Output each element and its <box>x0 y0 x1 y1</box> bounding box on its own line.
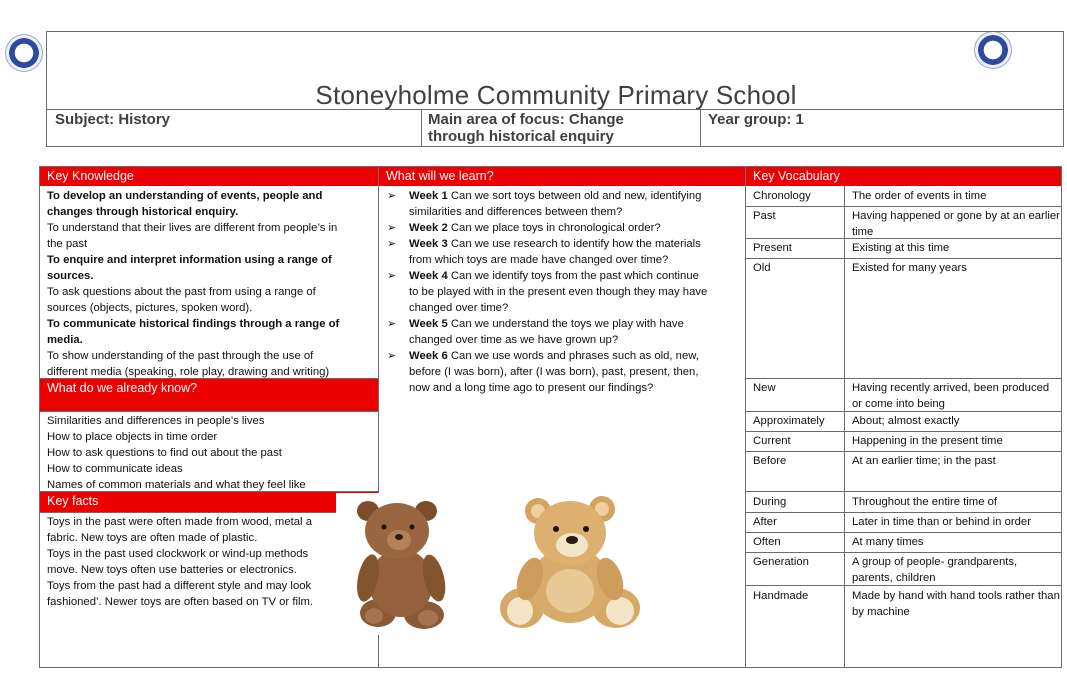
already-know-heading: What do we already know? <box>40 379 378 411</box>
vocab-definition: Happening in the present time <box>852 435 1003 447</box>
grid-right-rule <box>1061 166 1062 668</box>
week-text: Can we understand the toys we play with have <box>450 318 684 330</box>
vocab-definition: A group of people- grandparents, parents, children <box>852 556 1018 584</box>
week-label: Week 6 <box>409 350 448 362</box>
vocab-term: After <box>753 516 777 528</box>
vocab-term: Often <box>753 536 781 548</box>
school-name: Stoneyholme Community Primary School <box>315 80 797 110</box>
arrow-bullet-icon: ➢ <box>387 238 397 250</box>
vocab-definition: At many times <box>852 536 924 548</box>
school-crest-left-icon <box>6 35 42 71</box>
vocab-definition: Existed for many years <box>852 262 967 274</box>
knowledge-line: To show understanding of the past through the use of <box>47 350 314 362</box>
week-text: Can we identify toys from the past which continue <box>450 270 699 282</box>
year-group-label: Year group: 1 <box>708 111 804 128</box>
vocab-definition: Throughout the entire time of <box>852 496 998 508</box>
key-vocabulary-heading: Key Vocabulary <box>746 167 1061 186</box>
vocab-term: Old <box>753 262 771 274</box>
knowledge-item <box>47 284 377 316</box>
week-label: Week 1 <box>409 190 448 202</box>
vocab-row-rule <box>745 206 1062 207</box>
vocab-definition: At an earlier time; in the past <box>852 455 996 467</box>
key-fact-line: fashioned’. Newer toys are often based on TV or film. <box>47 596 314 608</box>
already-know-item: How to ask questions to find out about the past <box>47 447 282 459</box>
arrow-bullet-icon: ➢ <box>387 222 397 234</box>
vocab-definition: Having recently arrived, been produced or come into being <box>852 382 1050 410</box>
week-text: now and a long time ago to present our findings? <box>409 382 654 394</box>
already-know-item: How to place objects in time order <box>47 431 218 443</box>
knowledge-line: To understand that their lives are different from people’s in <box>47 222 338 234</box>
week-item <box>385 188 743 220</box>
focus-label-line2: through historical enquiry <box>428 128 614 145</box>
key-facts-heading: Key facts <box>40 492 378 512</box>
knowledge-item <box>47 316 377 348</box>
knowledge-line: changes through historical enquiry. <box>47 206 239 218</box>
week-text: similarities and differences between them? <box>409 206 623 218</box>
week-item <box>385 236 743 268</box>
vocab-row-rule <box>745 532 1062 533</box>
already-know-item: How to communicate ideas <box>47 463 183 475</box>
old-teddy-bear-image <box>336 493 486 635</box>
vocab-row-rule <box>745 491 1062 492</box>
week-text: Can we use research to identify how the materials <box>450 238 701 250</box>
arrow-bullet-icon: ➢ <box>387 190 397 202</box>
already-know-list <box>47 413 377 493</box>
grid-left-rule <box>39 166 40 668</box>
key-facts-text <box>47 514 377 610</box>
vocab-definition: Later in time than or behind in order <box>852 516 1031 528</box>
vocab-term: Present <box>753 242 792 254</box>
week-text: Can we sort toys between old and new, identifying <box>450 190 702 202</box>
grid-col-rule-2 <box>745 166 746 668</box>
vocab-term: Past <box>753 210 776 222</box>
key-knowledge-text <box>47 188 377 380</box>
knowledge-line: sources. <box>47 270 94 282</box>
week-label: Week 3 <box>409 238 448 250</box>
week-text: changed over time? <box>409 302 509 314</box>
knowledge-line: To develop an understanding of events, people and <box>47 190 323 202</box>
knowledge-line: the past <box>47 238 88 250</box>
vocab-term: Generation <box>753 556 809 568</box>
new-teddy-bear-image <box>486 493 656 633</box>
vocab-row-rule <box>745 451 1062 452</box>
vocab-definition: The order of events in time <box>852 190 987 202</box>
week-text: changed over time as we have grown up? <box>409 334 619 346</box>
knowledge-line: different media (speaking, role play, drawing and writing) <box>47 366 330 378</box>
knowledge-line: To ask questions about the past from using a range of <box>47 286 316 298</box>
key-fact-line: Toys from the past had a different style and may look <box>47 580 312 592</box>
vocab-row-rule <box>745 431 1062 432</box>
key-fact-line: Toys in the past were often made from wood, metal a <box>47 516 312 528</box>
left-row-rule-4 <box>39 512 379 513</box>
arrow-bullet-icon: ➢ <box>387 318 397 330</box>
subject-label: Subject: History <box>55 111 171 128</box>
vocab-row-rule <box>745 512 1062 513</box>
knowledge-item <box>47 252 377 284</box>
header-divider-2 <box>700 109 701 147</box>
header-divider-1 <box>421 109 422 147</box>
knowledge-item <box>47 188 377 220</box>
week-text: Can we place toys in chronological order? <box>450 222 661 234</box>
vocab-definition: Made by hand with hand tools rather than by machine <box>852 590 1060 618</box>
vocab-term: Approximately <box>753 415 825 427</box>
vocab-definition: Having happened or gone by at an earlier time <box>852 210 1060 238</box>
week-text: from which toys are made have changed over time? <box>409 254 669 266</box>
knowledge-line: media. <box>47 334 83 346</box>
vocab-term: New <box>753 382 776 394</box>
week-text: before (I was born), after (I was born), past, present, then, <box>409 366 699 378</box>
header-left-rule <box>46 31 47 147</box>
key-knowledge-heading: Key Knowledge <box>40 167 378 186</box>
header-top-rule <box>46 31 1064 32</box>
header-bottom-rule <box>46 146 1064 147</box>
week-item <box>385 348 743 396</box>
vocab-definition: About; almost exactly <box>852 415 960 427</box>
week-text: Can we use words and phrases such as old, new, <box>450 350 699 362</box>
already-know-item: Names of common materials and what they feel like <box>47 479 306 491</box>
school-crest-right-icon <box>975 32 1011 68</box>
vocab-row-rule <box>745 552 1062 553</box>
already-know-item: Similarities and differences in people’s lives <box>47 415 265 427</box>
week-label: Week 5 <box>409 318 448 330</box>
knowledge-line: sources (objects, pictures, spoken word). <box>47 302 253 314</box>
key-fact-line: Toys in the past used clockwork or wind-up methods <box>47 548 309 560</box>
week-item <box>385 316 743 348</box>
week-label: Week 2 <box>409 222 448 234</box>
left-row-rule-2 <box>39 411 379 412</box>
knowledge-line: To enquire and interpret information using a range of <box>47 254 332 266</box>
key-fact-line: fabric. New toys are often made of plastic. <box>47 532 258 544</box>
vocab-row-rule <box>745 378 1062 379</box>
arrow-bullet-icon: ➢ <box>387 270 397 282</box>
knowledge-item <box>47 348 377 380</box>
vocab-term: Chronology <box>753 190 811 202</box>
vocab-term: Before <box>753 455 787 467</box>
weekly-plan <box>385 188 743 396</box>
focus-label-line1: Main area of focus: Change <box>428 111 624 128</box>
knowledge-line: To communicate historical findings through a range of <box>47 318 340 330</box>
week-item <box>385 268 743 316</box>
week-text: to be played with in the present even though they may have <box>409 286 708 298</box>
vocab-row-rule <box>745 258 1062 259</box>
key-fact-line: move. New toys often use batteries or electronics. <box>47 564 297 576</box>
week-item <box>385 220 743 236</box>
vocab-term: Current <box>753 435 791 447</box>
grid-bottom-rule <box>39 667 1061 668</box>
knowledge-item <box>47 220 377 252</box>
what-will-we-learn-heading: What will we learn? <box>379 167 745 186</box>
vocab-definition: Existing at this time <box>852 242 950 254</box>
vocab-term: During <box>753 496 787 508</box>
week-label: Week 4 <box>409 270 448 282</box>
arrow-bullet-icon: ➢ <box>387 350 397 362</box>
vocab-term: Handmade <box>753 590 809 602</box>
